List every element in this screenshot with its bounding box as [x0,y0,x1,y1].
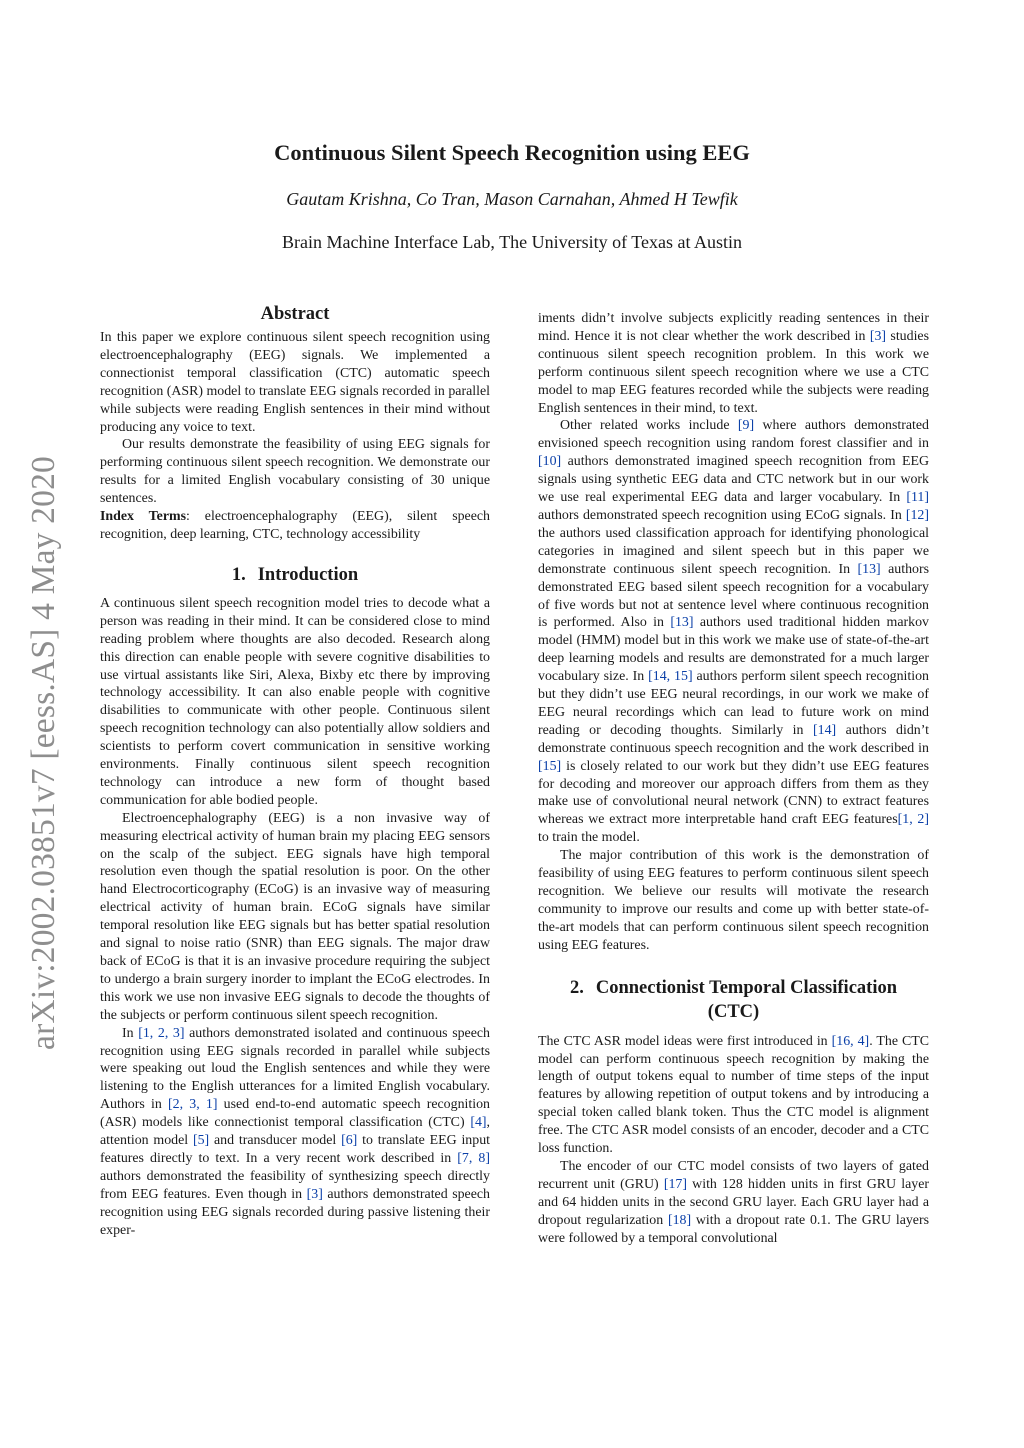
text-run: with 128 hidden units in first GRU layer and 64 hidden units in the second GRU layer. Each GRU layer had a dropout regularization [538,1176,930,1228]
intro-paragraph-3 [100,1025,490,1240]
citation-link[interactable]: [7, 8] [457,1150,490,1166]
section-2-number: 2. [569,977,584,998]
intro-paragraph-4 [538,417,929,847]
citation-link[interactable]: [9] [737,418,755,434]
text-run: studies continuous silent speech recognition problem. In this work we perform continuous silent speech recognition where we use a CTC model to map EEG features recorded while the subjects were reading English sentences in their mind, to text. [538,328,929,416]
citation-link[interactable]: [6] [341,1133,358,1149]
text-run: to train the model. [538,830,640,846]
author-list: Gautam Krishna, Co Tran, Mason Carnahan, Ahmed H Tewfik [286,189,738,209]
citation-link[interactable]: [16, 4] [831,1033,870,1049]
text-run: and transducer model [209,1133,342,1149]
text-run: where authors demonstrated envisioned speech recognition using random forest classifier and in [538,418,929,452]
section-1-number: 1. [231,564,246,585]
text-run: with a dropout rate 0.1. The GRU layers were followed by a temporal convolutional [538,1212,929,1246]
citation-link[interactable]: [11] [906,490,929,506]
text-run: is closely related to our work but they didn’t use EEG features for decoding and moreover our approach differs from them as they make use of convolutional neural network (CNN) to extract features whereas we extract more interpretable hand craft EEG features [538,758,929,828]
citation-link[interactable]: [3] [869,328,887,344]
citation-link[interactable]: [3] [306,1186,323,1202]
citation-link[interactable]: [18] [667,1212,692,1228]
citation-link[interactable]: [10] [538,454,562,470]
intro-paragraph-5: The major contribution of this work is the demonstration of feasibility of using EEG features to perform continuous silent speech recognition. We believe our results will motivate the research community to improve our results and come up with better state-of-the-art models that can perform continuous silent speech recognition using EEG features. [538,848,929,953]
text-run: iments didn’t involve subjects explicitly reading sentences in their mind. Hence it is not clear whether the work described in [538,311,929,344]
section-2-title-line-2: (CTC) [707,1001,760,1022]
citation-link[interactable]: [17] [663,1176,687,1192]
left-column [100,303,490,1240]
section-2-heading [538,976,929,1024]
citation-link[interactable]: [1, 2] [897,812,929,828]
section-2-title: Connectionist Temporal Classification [595,977,898,998]
section-1-title: Introduction [257,564,359,585]
right-column [538,310,929,1248]
text-run: , attention model [100,1115,490,1149]
ctc-paragraph-2 [538,1158,929,1248]
section-1-heading [100,564,490,586]
text-run: authors demonstrated speech recognition using EEG signals recorded during passive listening their exper- [100,1186,490,1238]
intro-paragraph-1: A continuous silent speech recognition model tries to decode what a person was reading in their mind. It can be considered close to mind reading problem where thoughts are also decoded. Research along this direction can enable people with severe cognitive disabilities to use virtual assistants like Siri, Alexa, Bixby etc there by improving technology accessibility. It can also enable people with cognitive disabilities to communicate with other people. Continuous silent speech recognition technology can also potentially allow soldiers and scientists to perform covert communication in sensitive working environments. Finally continuous silent speech recognition technology can introduce a new form of thought based communication for able bodied people. [100,595,490,808]
citation-link[interactable]: [12] [905,507,929,523]
arxiv-stamp-text: arXiv:2002.03851v7 [eess.AS] 4 May 2020 [25,456,62,1050]
text-run: . The CTC model can perform continuous speech recognition by making the length of output tokens equal to number of time steps of the input features by allowing repetition of output tokens and by introducing a special token called blank token. Thus the CTC model is alignment free. The CTC ASR model consists of an encoder, decoder and a CTC loss function. [538,1033,930,1157]
abstract-paragraph-1: In this paper we explore continuous silent speech recognition using electroencephalography (EEG) signals. We implemented a connectionist temporal classification (CTC) automatic speech recognition (ASR) model to translate EEG signals recorded in parallel while subjects were reading English sentences in their mind without producing any voice to text. [100,330,490,435]
index-terms-text: : electroencephalography (EEG), silent speech recognition, deep learning, CTC, technology accessibility [100,509,490,542]
index-terms-label: Index Terms [100,509,186,525]
text-run: authors demonstrated EEG based silent speech recognition for a vocabulary of five words but not at sentence level where continuous recognition is performed. Also in [538,561,929,631]
citation-link[interactable]: [1, 2, 3] [138,1025,185,1041]
text-run: In [122,1025,139,1041]
text-run: authors demonstrated the feasibility of synthesizing speech directly from EEG features. Even though in [100,1168,490,1202]
text-run: authors didn’t demonstrate continuous speech recognition and the work described in [538,722,929,756]
citation-link[interactable]: [15] [538,758,562,774]
text-run: authors demonstrated imagined speech recognition from EEG signals using synthetic EEG data and CTC network but in our work we use real experimental EEG data and larger vocabulary. In [538,454,929,506]
text-run: The CTC ASR model ideas were first introduced in [538,1033,832,1049]
citation-link[interactable]: [13] [857,561,881,577]
paper-title: Continuous Silent Speech Recognition using EEG [274,140,750,165]
abstract-heading: Abstract [260,304,330,324]
affiliation: Brain Machine Interface Lab, The University of Texas at Austin [282,232,742,252]
citation-link[interactable]: [14, 15] [648,669,693,685]
citation-link[interactable]: [5] [192,1133,210,1149]
text-run: authors used traditional hidden markov model (HMM) model but in this work we make use of state-of-the-art deep learning models and results are demonstrated for a much larger vocabulary size. In [538,615,929,685]
intro-paragraph-3-continued [538,310,929,417]
intro-paragraph-2: Electroencephalography (EEG) is a non invasive way of measuring electrical activity of human brain my placing EEG sensors on the scalp of the subject. EEG signals have high temporal resolution even though the spatial resolution is poor. On the other hand Electrocorticography (ECoG) is an invasive way of measuring electrical activity of human brain. ECoG signals have similar temporal resolution like EEG signals but has better spatial resolution and signal to noise ratio (SNR) than EEG signals. The major draw back of ECoG is that it is an invasive procedure requiring the subject to undergo a brain surgery inorder to implant the ECoG electrodes. In this work we use non invasive EEG signals to decode the thoughts of the subjects or perform continuous silent speech recognition. [100,810,490,1023]
text-run: used end-to-end automatic speech recognition (ASR) models like connectionist temporal classification (CTC) [100,1097,490,1131]
text-run: authors demonstrated speech recognition using ECoG signals. In [538,507,906,523]
abstract-paragraph-2: Our results demonstrate the feasibility of using EEG signals for performing continuous silent speech recognition. We demonstrate our results for a limited English vocabulary consisting of 30 unique sentences. [100,437,490,507]
text-run: authors demonstrated isolated and continuous speech recognition using EEG signals recorded in parallel while subjects were speaking out loud the English sentences and while they were listening to the English utterances for a limited English vocabulary. Authors in [100,1025,491,1113]
arxiv-stamp [14,433,74,1073]
text-run: Other related works include [560,418,738,434]
citation-link[interactable]: [13] [670,615,694,631]
citation-link[interactable]: [4] [470,1115,487,1131]
citation-link[interactable]: [2, 3, 1] [168,1097,218,1113]
citation-link[interactable]: [14] [813,722,837,738]
ctc-paragraph-1 [538,1033,929,1158]
text-run: authors perform silent speech recognition but they didn’t use EEG neural recordings, in our work we make of EEG neural recordings which can lead to future work on mind reading or decoding thoughts. Similarly in [538,669,930,738]
text-run: to translate EEG input features directly to text. In a very recent work described in [100,1133,490,1166]
text-run: The encoder of our CTC model consists of two layers of gated recurrent unit (GRU) [538,1158,929,1192]
index-terms [100,508,490,544]
text-run: the authors used classification approach for identifying phonological categories in imagined and silent speech but in this paper we demonstrate continuous silent speech recognition. In [538,525,929,577]
